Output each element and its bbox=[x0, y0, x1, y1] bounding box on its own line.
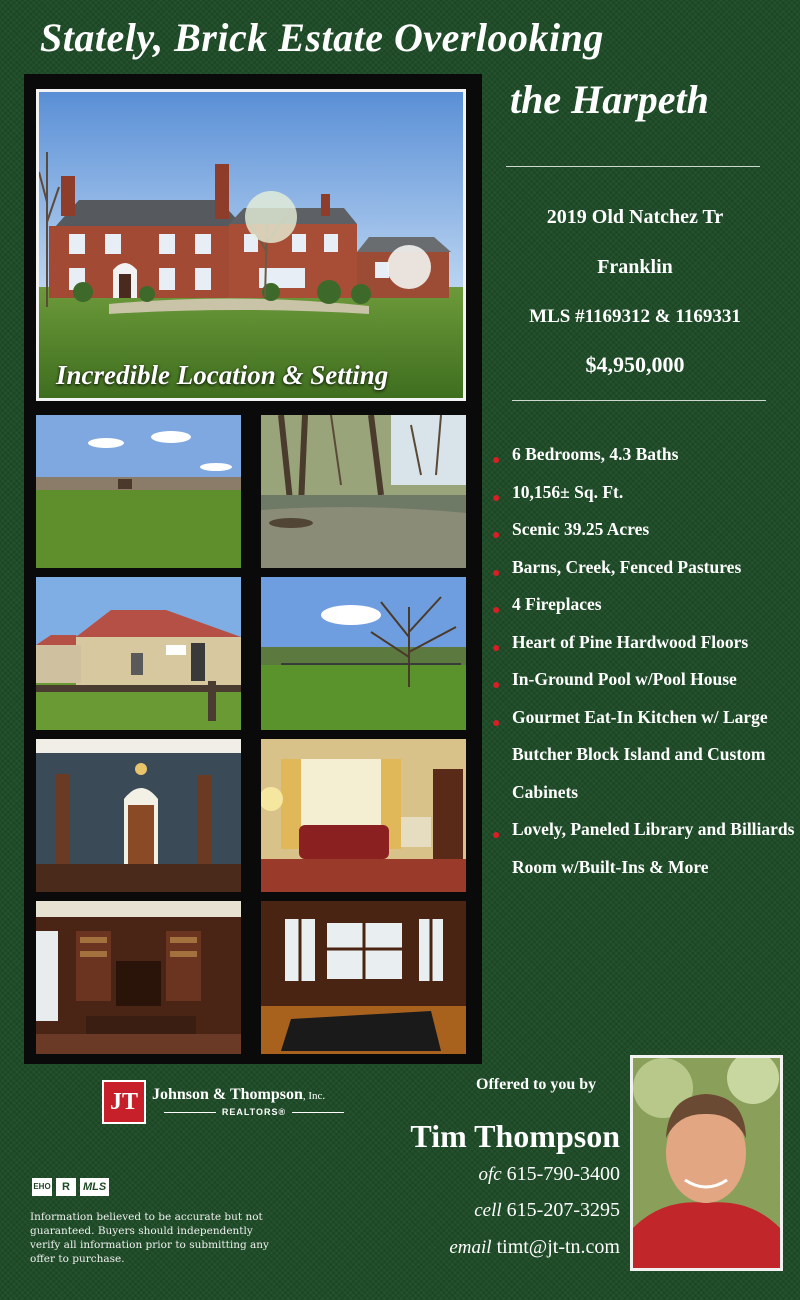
bullet-icon: ● bbox=[492, 678, 501, 693]
divider-top bbox=[506, 166, 760, 167]
feature-item: ● Lovely, Paneled Library and Billiards Room w/Built-Ins & More bbox=[492, 819, 795, 877]
brokerage-tagline: REALTORS® bbox=[164, 1107, 344, 1117]
feature-item: ● 6 Bedrooms, 4.3 Baths bbox=[492, 436, 798, 474]
hero-photo-house bbox=[36, 89, 466, 401]
property-city: Franklin bbox=[597, 256, 673, 278]
feature-item: ● Barns, Creek, Fenced Pastures bbox=[492, 549, 798, 587]
agent-portrait bbox=[630, 1055, 783, 1271]
legal-badges bbox=[32, 1178, 109, 1196]
feature-item: ● 10,156± Sq. Ft. bbox=[492, 474, 798, 512]
agent-email[interactable]: email timt@jt-tn.com bbox=[449, 1236, 620, 1258]
property-price: $4,950,000 bbox=[585, 352, 685, 377]
property-mls: MLS #1169312 & 1169331 bbox=[529, 306, 741, 327]
hero-caption: Incredible Location & Setting bbox=[56, 360, 389, 390]
feature-item: ● In-Ground Pool w/Pool House bbox=[492, 661, 762, 699]
mls-icon: MLS bbox=[80, 1178, 109, 1196]
photo-living-room bbox=[261, 739, 466, 892]
headline-line-1: Stately, Brick Estate Overlooking bbox=[40, 15, 604, 60]
headline-line-2: the Harpeth bbox=[510, 77, 709, 122]
brokerage-logo: JT bbox=[102, 1080, 146, 1124]
bullet-icon: ● bbox=[492, 640, 501, 656]
bullet-icon: ● bbox=[492, 828, 501, 843]
feature-item: ● Scenic 39.25 Acres bbox=[492, 511, 798, 549]
feature-list bbox=[492, 436, 798, 886]
bullet-icon: ● bbox=[492, 715, 501, 731]
feature-item: ● Heart of Pine Hardwood Floors bbox=[492, 624, 772, 662]
photo-creek bbox=[261, 415, 466, 568]
bullet-icon: ● bbox=[492, 490, 501, 506]
property-address: 2019 Old Natchez Tr bbox=[546, 206, 724, 228]
bullet-icon: ● bbox=[492, 603, 501, 618]
photo-billiards-room bbox=[261, 901, 466, 1054]
bullet-icon: ● bbox=[492, 565, 501, 581]
divider-bottom bbox=[512, 400, 766, 401]
office-phone: ofc 615-790-3400 bbox=[478, 1163, 620, 1185]
offered-by-label: Offered to you by bbox=[476, 1076, 597, 1093]
agent-name: Tim Thompson bbox=[410, 1118, 620, 1154]
photo-library bbox=[36, 901, 241, 1054]
feature-item: ● Gourmet Eat-In Kitchen w/ Large Butcher Block Island and Custom Cabinets bbox=[492, 706, 768, 802]
photo-tree-field bbox=[261, 577, 466, 730]
cell-phone: cell 615-207-3295 bbox=[474, 1199, 620, 1221]
photo-barn bbox=[36, 577, 241, 730]
bullet-icon: ● bbox=[492, 453, 501, 468]
feature-item: ● 4 Fireplaces bbox=[492, 586, 798, 624]
disclaimer: Information believed to be accurate but not guaranteed. Buyers should independently verify all information prior to submitting any offer to purchase. bbox=[30, 1211, 269, 1265]
realtor-icon: R bbox=[56, 1178, 76, 1196]
photo-pasture bbox=[36, 415, 241, 568]
equal-housing-icon: EHO bbox=[32, 1178, 52, 1196]
bullet-icon: ● bbox=[492, 528, 501, 543]
brokerage-name: Johnson & Thompson, Inc. bbox=[152, 1086, 326, 1103]
photo-foyer bbox=[36, 739, 241, 892]
